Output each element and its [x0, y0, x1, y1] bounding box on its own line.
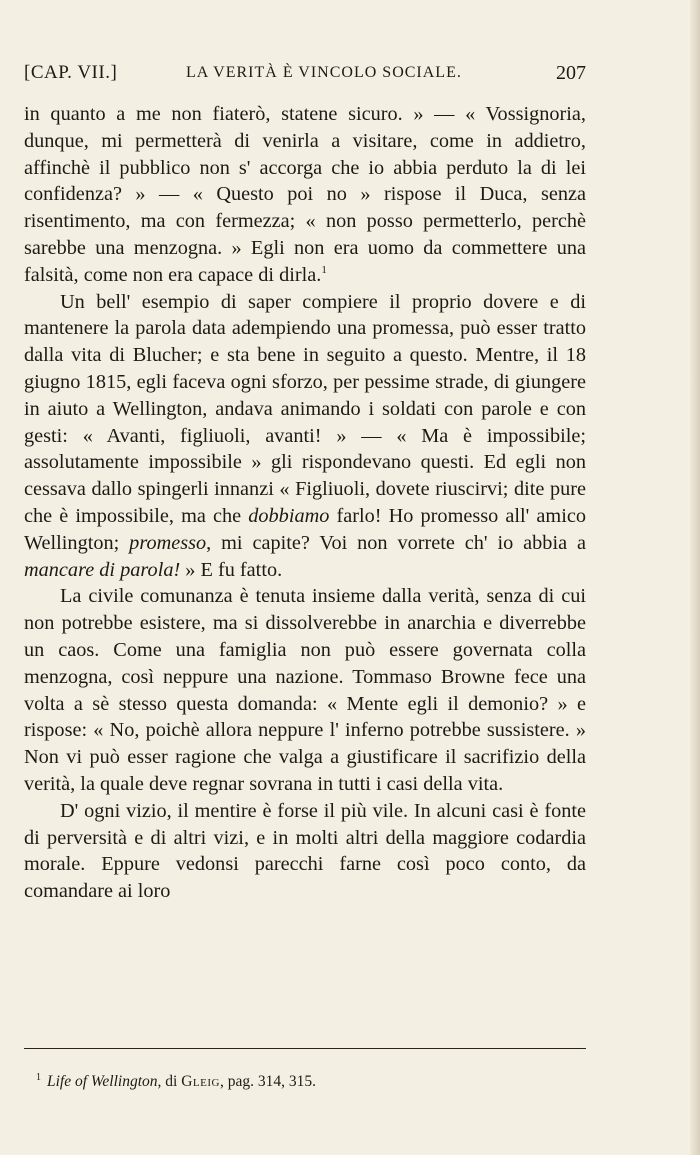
paragraph-1-text: in quanto a me non fiaterò, statene sicuro. » — « Vossignoria, dunque, mi permetterà di venirla a visitare, come in addietro, affinchè il pubblico non s' accorga che io abbia perduto la di lei confidenza? » — « Questo poi no » rispose il Duca, senza risentimento, ma con fermezza; « non posso permetterlo, perchè sarebbe una menzogna. » Egli non era uomo da commettere una falsità, come non era capace di dirla.: [24, 103, 586, 286]
paragraph-4: D' ogni vizio, il mentire è forse il più vile. In alcuni casi è fonte di perversità e di altri vizi, e in molti altri della maggiore codardia morale. Eppure vedonsi parecchi farne così poco conto, da comandare ai loro: [24, 799, 586, 903]
footnote-pages: , pag. 314, 315.: [219, 1073, 316, 1091]
emphasis-mancare: mancare di parola!: [24, 558, 181, 581]
footnote-by: di: [161, 1073, 182, 1091]
paragraph-2-text-a: Un bell' esempio di saper compiere il proprio dovere e di mantenere la parola data adempiendo una promessa, può esser tratto dalla vita di Blucher; e sta bene in seguito a questo. Mentre, il 18 giugno 1815, egli faceva ogni sforzo, per pessime strade, di giungere in aiuto a Wellington, andava animando i soldati con parole e con gesti: « Avanti, figliuoli, avanti! » — « Ma è impossibile; assolutamente impossibile » gli rispondevano questi. Ed egli non cessava dallo spingerli innanzi « Figliuoli, dovete riuscirvi; dite pure che è impossibile, ma che: [24, 290, 586, 527]
paragraph-2: [24, 289, 586, 584]
footnote: [24, 1068, 586, 1092]
footnote-reference: 1: [321, 264, 327, 277]
running-head: [24, 62, 586, 90]
paragraph-2-text-c: , mi capite? Voi non vorrete ch' io abbia a: [206, 531, 586, 554]
paragraph-1: [24, 101, 586, 289]
emphasis-promesso: promesso: [129, 531, 207, 554]
paragraph-2-text-d: » E fu fatto.: [180, 558, 283, 581]
paragraph-3: La civile comunanza è tenuta insieme dalla verità, senza di cui non potrebbe esistere, ma si dissolverebbe in anarchia e diverrebbe un caos. Come una famiglia non può essere governata colla menzogna, così neppure una nazione. Tommaso Browne fece una volta a sè stesso questa domanda: « Mente egli il demonio? » e rispose: « No, poichè allora neppure l' inferno potrebbe sussistere. » Non vi può esser ragione che valga a giustificare il sacrifizio della verità, la quale deve regnar sovrana in tutti i casi della vita.: [24, 585, 586, 795]
footnote-mark: 1: [36, 1072, 41, 1083]
emphasis-dobbiamo: dobbiamo: [248, 504, 330, 527]
body-text: [24, 101, 586, 905]
running-title: LA VERITÀ È VINCOLO SOCIALE.: [186, 64, 462, 81]
page-edge-shadow: [690, 0, 700, 1155]
footnote-author: Gleig: [181, 1073, 220, 1091]
footnote-book-title: Life of Wellington,: [47, 1073, 162, 1091]
page-number: 207: [556, 62, 586, 84]
paragraph-2-text-b: farlo! Ho promesso all' amico Wellington;: [24, 504, 586, 554]
chapter-label: [CAP. VII.]: [24, 62, 118, 83]
footnote-divider: [24, 1048, 586, 1049]
